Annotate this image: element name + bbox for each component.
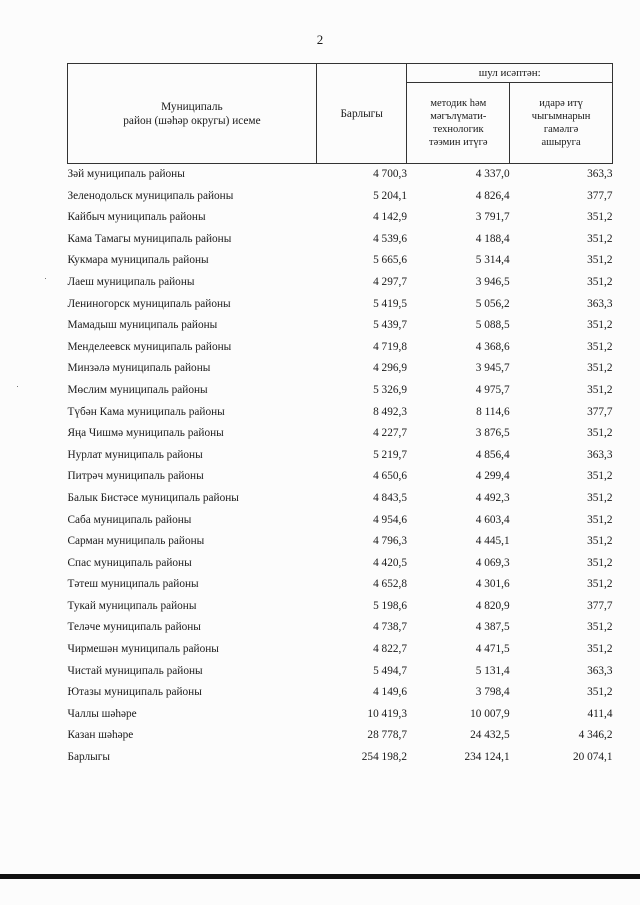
district-name: Менделеевск муниципаль районы [67,340,232,353]
table-row [68,531,613,553]
admin-cell: 351,2 [587,470,613,483]
district-name: Тукай муниципаль районы [67,599,197,612]
scan-edge-bar [0,874,640,879]
district-name: Саба муниципаль районы [67,513,192,526]
admin-cell: 363,3 [587,664,613,677]
total-cell: 4 539,6 [373,232,407,245]
total-cell: 4 149,6 [373,686,407,699]
total-cell: 8 492,3 [373,405,407,418]
admin-cell: 351,2 [587,621,613,634]
admin-cell: 377,7 [587,599,613,612]
total-cell: 4 954,6 [373,513,407,526]
header-methodical-support: методик һәм мәгълүмати- технологик тәэмин итүгә [407,83,510,164]
header-admin-expenses: идарә итү чыгымнарын гамәлгә ашыруга [510,83,613,164]
methodical-cell: 4 301,6 [475,578,510,591]
admin-cell: 351,2 [587,319,613,332]
admin-cell: 351,2 [587,556,613,569]
district-name: Зеленодольск муниципаль районы [67,189,234,202]
table-row [68,315,613,337]
total-cell: 5 204,1 [373,189,407,202]
table-row [68,358,613,380]
admin-cell: 377,7 [587,189,613,202]
methodical-cell: 4 387,5 [475,621,510,634]
district-name: Ютазы муниципаль районы [67,686,202,699]
table-row [68,553,613,575]
district-name: Сарман муниципаль районы [67,535,205,548]
methodical-cell: 4 820,9 [475,599,510,612]
methodical-cell: 3 945,7 [475,362,510,375]
total-cell: 4 227,7 [373,427,407,440]
table-row [68,488,613,510]
admin-cell: 377,7 [587,405,613,418]
methodical-cell: 3 946,5 [475,275,510,288]
table-row [68,402,613,424]
table-row [68,466,613,488]
admin-cell: 351,2 [587,643,613,656]
table-row [68,207,613,229]
methodical-cell: 4 299,4 [475,470,510,483]
admin-cell: 351,2 [587,513,613,526]
methodical-cell: 4 188,4 [475,232,510,245]
methodical-cell: 10 007,9 [470,707,510,720]
scan-speck [17,386,18,387]
table-row [68,229,613,251]
admin-cell: 411,4 [587,707,613,720]
table-row [68,747,613,769]
district-name: Лениногорск муниципаль районы [67,297,231,310]
district-name: Чирмешән муниципаль районы [67,643,219,656]
district-name: Мамадыш муниципаль районы [67,319,218,332]
methodical-cell: 4 856,4 [475,448,510,461]
total-cell: 5 198,6 [373,599,407,612]
methodical-cell: 4 603,4 [475,513,510,526]
total-cell: 254 198,2 [361,751,407,764]
total-cell: 5 419,5 [373,297,407,310]
district-name: Минзәлә муниципаль районы [67,362,211,375]
header-district-name: Муниципаль район (шәһәр округы) исеме [68,64,317,164]
district-name: Чистай муниципаль районы [67,664,203,677]
total-cell: 5 439,7 [373,319,407,332]
table-row [68,250,613,272]
methodical-cell: 3 798,4 [475,686,510,699]
methodical-cell: 8 114,6 [476,405,510,418]
methodical-cell: 4 069,3 [475,556,510,569]
admin-cell: 351,2 [587,686,613,699]
admin-cell: 351,2 [587,232,613,245]
total-cell: 10 419,3 [367,707,407,720]
total-cell: 4 700,3 [373,168,407,180]
table-row [68,380,613,402]
admin-cell: 351,2 [587,275,613,288]
methodical-cell: 4 492,3 [475,491,510,504]
methodical-cell: 4 975,7 [475,383,510,396]
total-cell: 4 719,8 [373,340,407,353]
table-row [68,639,613,661]
table-row [68,617,613,639]
total-cell: 4 296,9 [373,362,407,375]
methodical-cell: 5 056,2 [475,297,510,310]
district-name: Спас муниципаль районы [67,556,192,569]
header-total: Барлыгы [316,64,407,164]
district-name: Питрәч муниципаль районы [67,470,204,483]
admin-cell: 351,2 [587,427,613,440]
methodical-cell: 4 368,6 [475,340,510,353]
table-row [68,596,613,618]
methodical-cell: 3 876,5 [475,427,510,440]
district-name: Лаеш муниципаль районы [67,275,195,288]
district-name: Мөслим муниципаль районы [67,383,208,396]
methodical-cell: 5 088,5 [475,319,510,332]
table-row [68,294,613,316]
methodical-cell: 4 337,0 [475,168,510,180]
table-row [68,661,613,683]
total-cell: 5 219,7 [373,448,407,461]
district-name: Яңа Чишмә муниципаль районы [67,427,224,440]
admin-cell: 351,2 [587,211,613,224]
district-name: Тәтеш муниципаль районы [67,578,199,591]
total-cell: 4 822,7 [373,643,407,656]
table-row [68,510,613,532]
admin-cell: 351,2 [587,362,613,375]
table-row [68,682,613,704]
total-cell: 4 652,8 [373,578,407,591]
header-including: шул исәптән: [407,64,613,83]
page-number: 2 [316,32,324,47]
admin-cell: 4 346,2 [578,729,613,742]
total-cell: 4 420,5 [373,556,407,569]
admin-cell: 351,2 [587,383,613,396]
total-cell: 5 665,6 [373,254,407,267]
district-name: Кама Тамагы муниципаль районы [67,232,232,245]
admin-cell: 351,2 [587,340,613,353]
budget-table [67,63,613,769]
district-name: Зәй муниципаль районы [67,168,185,180]
admin-cell: 351,2 [587,254,613,267]
table-row [68,574,613,596]
district-name: Теләче муниципаль районы [67,621,201,634]
district-name: Чаллы шәһәре [67,707,137,720]
admin-cell: 351,2 [587,491,613,504]
admin-cell: 363,3 [587,168,613,180]
total-cell: 5 494,7 [373,664,407,677]
methodical-cell: 4 471,5 [475,643,510,656]
district-name: Барлыгы [67,751,110,764]
admin-cell: 351,2 [587,578,613,591]
district-name: Кайбыч муниципаль районы [67,211,206,224]
methodical-cell: 4 445,1 [475,535,510,548]
table-body [68,164,613,769]
admin-cell: 20 074,1 [572,751,613,764]
table-row [68,704,613,726]
admin-cell: 363,3 [587,297,613,310]
table-row [68,423,613,445]
table-row [68,445,613,467]
methodical-cell: 3 791,7 [475,211,510,224]
methodical-cell: 24 432,5 [470,729,510,742]
table-row [68,164,613,186]
table-row [68,272,613,294]
total-cell: 4 297,7 [373,275,407,288]
methodical-cell: 234 124,1 [464,751,510,764]
table-row [68,186,613,208]
table-row [68,337,613,359]
district-name: Балык Бистәсе муниципаль районы [67,491,239,504]
methodical-cell: 5 314,4 [475,254,510,267]
total-cell: 28 778,7 [367,729,407,742]
methodical-cell: 5 131,4 [475,664,510,677]
methodical-cell: 4 826,4 [475,189,510,202]
total-cell: 4 843,5 [373,491,407,504]
total-cell: 4 738,7 [373,621,407,634]
scan-speck [45,278,46,279]
admin-cell: 363,3 [587,448,613,461]
table-row [68,725,613,747]
district-name: Кукмара муниципаль районы [67,254,209,267]
district-name: Түбән Кама муниципаль районы [67,405,225,418]
district-name: Казан шәһәре [67,729,134,742]
total-cell: 4 796,3 [373,535,407,548]
total-cell: 4 142,9 [373,211,407,224]
total-cell: 5 326,9 [373,383,407,396]
total-cell: 4 650,6 [373,470,407,483]
district-name: Нурлат муниципаль районы [67,448,203,461]
admin-cell: 351,2 [587,535,613,548]
